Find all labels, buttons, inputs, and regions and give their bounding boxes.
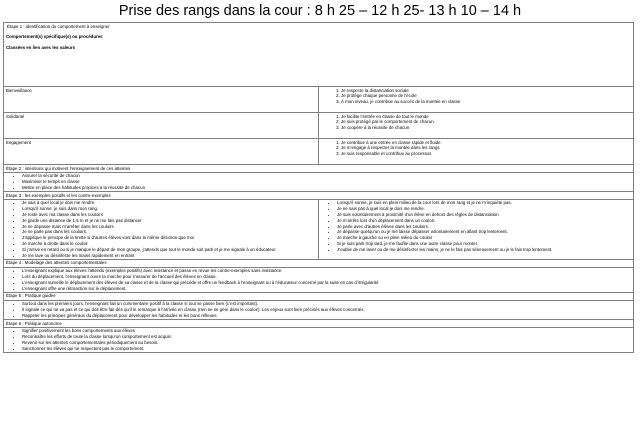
- step6-title: Étape 6 : Pratique autonome: [4, 320, 634, 328]
- step4-items-cell: [4, 267, 634, 292]
- step3-title: Étape 3 : les exemples positifs et les contre-exemples: [4, 192, 634, 200]
- step2-items-row: [4, 172, 634, 191]
- value-item: 3. À mon niveau, je contribue au succès de la montée en classe: [341, 99, 631, 105]
- value-item: 1. Je respecte la distanciation sociale: [341, 88, 631, 94]
- step1-header-cell: [4, 23, 634, 87]
- counter-example: • Je suis volontairement à proximité d’un élève en dehors des règles de distanciation: [337, 212, 631, 218]
- counter-example: • Lorsqu’il sonne, je suis en plein milieu de la cour lors de mon rang et je ne m’inquiète pas.: [337, 200, 631, 206]
- step4-items-row: [4, 267, 634, 292]
- list-item: • L’enseignant offre une rétroaction sur le déplacement.: [22, 286, 631, 292]
- list-item: • Surtout dans les premiers jours, l’enseignant fait un commentaire positif à la classe si tout se passe bien (c’est important).: [22, 301, 631, 307]
- value-name-cell: [4, 113, 319, 139]
- value-row-engagement: [4, 139, 634, 165]
- positive-example: • J’applique le principe de la tirette si d’autres élèves vont dans la même direction que moi: [22, 235, 316, 241]
- step2-title: Étape 2 : intentions qui motivent l’enseignement de ces attentes: [4, 165, 634, 173]
- positive-example: • Je sais à quel local je dois me rendre.: [22, 200, 316, 206]
- value-item: 3. Je suis responsable et contribue au processus: [341, 151, 631, 157]
- step1-header-row: [4, 23, 634, 87]
- list-item: • Mettre en place des habitudes propices à la réussite de chacun: [22, 185, 631, 191]
- value-item: 3. Je coopère à la réussite de chacun: [341, 125, 631, 131]
- counter-example: • Je dépasse quelqu’un ou je me laisse dépasser volontairement en allant trop lentement.: [337, 229, 631, 235]
- list-item: • Reconnaître les efforts de toute la classe lorsqu’un comportement est acquis.: [22, 334, 631, 340]
- counter-examples-cell: [319, 199, 634, 259]
- list-item: • Il signale ce qui ne va pas et ce qui doit être fait dès qu’il le remarque à l’arrivée en classe (rien ne se gère dans le couloir). Les enjeux sont bien précisés aux élèves concernés.: [22, 307, 631, 313]
- value-item: 1. Je facilite l’entrée en classe de tout le monde: [341, 114, 631, 120]
- counter-example: • Je parle avec d’autres élèves dans les couloirs.: [337, 224, 631, 230]
- list-item: • Revenir sur les attentes comportementales périodiquement au besoin.: [22, 340, 631, 346]
- value-name-cell: [4, 139, 319, 165]
- list-item: • Assurer la sécurité de chacun: [22, 173, 631, 179]
- list-item: • L’enseignant surveille le déplacement des élèves de sa classe et de la classe qui précède et offre un feedback à l’enseignant ou à l’éducateur concerné par la suite en cas d’irrégularité: [22, 280, 631, 286]
- step5-items-row: [4, 300, 634, 319]
- positive-example: • Lorsqu’il sonne, je suis dans mon rang.: [22, 206, 316, 212]
- value-items-cell: [319, 113, 634, 139]
- step5-title: Étape 5 : Pratique guidée: [4, 292, 634, 300]
- list-item: • Sanctionner les élèves qui ne respectent pas le comportement.: [22, 346, 631, 352]
- step5-title-row: [4, 292, 634, 300]
- list-item: • Maximiser le temps en classe: [22, 179, 631, 185]
- counter-example: • J’oublie de me laver ou de me désinfecter les mains, je ne le fais pas sérieusement ou je le fais trop lentement.: [337, 247, 631, 253]
- counter-example: • Je m’arrête lors d’un déplacement dans un couloir.: [337, 218, 631, 224]
- positive-example: • Si j’arrive en retard ou si je manque le départ de mon groupe, j’attends que tout le monde soit parti et je me signale à un éducateur: [22, 247, 316, 253]
- step6-items-row: [4, 327, 634, 352]
- step1-heading-behaviors: Comportement(s) spécifique(s) ou procédures: [6, 34, 103, 40]
- step3-title-row: [4, 192, 634, 200]
- value-name-cell: [4, 87, 319, 113]
- value-item: 2. Je suis protégé par le comportement de chacun: [341, 119, 631, 125]
- value-item: 2. Je protège chaque personne de l’école: [341, 93, 631, 99]
- list-item: • L’enseignant explique aux élèves l’attendu (exemples positifs) avec insistance et passe en revue les contre-exemples sans insistance.: [22, 268, 631, 274]
- step1-title: Étape 1 : identification du comportement à enseigner: [7, 23, 110, 29]
- positive-example: • Je garde une distance de 1,5 m et je ne me fais pas distancer: [22, 218, 316, 224]
- counter-example: • Je marche à gauche ou en plein milieu du couloir: [337, 235, 631, 241]
- behavior-table: [3, 22, 634, 353]
- value-items-cell: [319, 139, 634, 165]
- step4-title: Étape 4 : Modelage des attentes comportementales: [4, 259, 634, 267]
- list-item: • Signifier positivement les bons comportements aux élèves: [22, 328, 631, 334]
- value-name: Engagement: [6, 139, 31, 145]
- value-item: 1. Je contribue à une entrée en classe rapide et fluide: [341, 140, 631, 146]
- positive-example: • Je ne parle pas dans les couloirs.: [22, 229, 316, 235]
- step1-heading-values: Classées en lien avec les valeurs: [6, 45, 76, 51]
- list-item: • Rappeler les principes généraux du déplacement pour développer les habitudes et les bons réflexes: [22, 313, 631, 319]
- counter-example: • Je ne sais pas à quel local je dois me rendre.: [337, 206, 631, 212]
- value-row-bienveillance: [4, 87, 634, 113]
- positive-examples-cell: [4, 199, 319, 259]
- step6-items-cell: [4, 327, 634, 352]
- step5-items-cell: [4, 300, 634, 319]
- positive-example: • Je me lave ou désinfecte les mains rapidement en entrant: [22, 253, 316, 259]
- positive-example: • Je reste avec ma classe dans les couloirs: [22, 212, 316, 218]
- value-row-solidarite: [4, 113, 634, 139]
- value-item: 2. Je m’engage à respecter la montée dans les rangs: [341, 145, 631, 151]
- value-name: Solidarité: [6, 113, 25, 119]
- step2-title-row: [4, 165, 634, 173]
- step3-examples-row: [4, 199, 634, 259]
- document-title: Prise des rangs dans la cour : 8 h 25 – 12 h 25- 13 h 10 – 14 h: [118, 3, 522, 19]
- value-items-cell: [319, 87, 634, 113]
- step2-items-cell: [4, 172, 634, 191]
- value-name: Bienveillance: [6, 87, 32, 93]
- counter-example: • Si je suis parti trop tard, je me faufile dans une autre classe pour monter.: [337, 241, 631, 247]
- step4-title-row: [4, 259, 634, 267]
- step6-title-row: [4, 320, 634, 328]
- list-item: • Lors du déplacement, l’enseignant ouvre la marche pour s’assurer de l’accueil des élèves en classe.: [22, 274, 631, 280]
- positive-example: • Je ne dépasse mais m’arrêter dans les couloirs: [22, 224, 316, 230]
- positive-example: • Je marche à droite dans le couloir: [22, 241, 316, 247]
